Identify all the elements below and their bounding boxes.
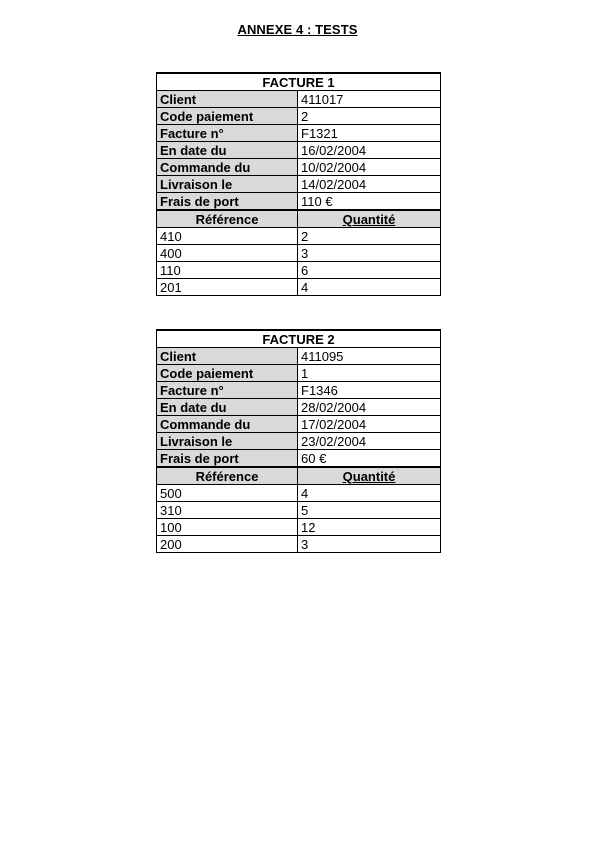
lines-header-row — [157, 210, 441, 228]
field-value: 10/02/2004 — [298, 159, 441, 176]
column-header-quantite — [298, 210, 441, 228]
line-reference: 100 — [157, 519, 298, 536]
invoice-title: FACTURE 2 — [157, 330, 441, 348]
line-reference: 201 — [157, 279, 298, 296]
field-value: 16/02/2004 — [298, 142, 441, 159]
line-quantite: 5 — [298, 502, 441, 519]
table-row — [157, 536, 441, 553]
field-row-code-paiement — [157, 365, 441, 382]
field-value: 14/02/2004 — [298, 176, 441, 193]
line-quantite: 4 — [298, 485, 441, 502]
field-label: Facture n° — [157, 382, 298, 399]
column-header-quantite-label: Quantité — [342, 211, 396, 227]
field-row-commande-du — [157, 416, 441, 433]
field-value: 411095 — [298, 348, 441, 365]
field-label: Commande du — [157, 159, 298, 176]
table-row — [157, 228, 441, 245]
line-quantite: 12 — [298, 519, 441, 536]
column-header-reference: Référence — [157, 467, 298, 485]
field-value: 1 — [298, 365, 441, 382]
line-quantite: 4 — [298, 279, 441, 296]
field-label: En date du — [157, 142, 298, 159]
field-value: 2 — [298, 108, 441, 125]
field-row-code-paiement — [157, 108, 441, 125]
column-header-quantite — [298, 467, 441, 485]
table-row — [157, 279, 441, 296]
line-quantite: 3 — [298, 536, 441, 553]
field-value: 60 € — [298, 450, 441, 468]
field-label: Livraison le — [157, 176, 298, 193]
field-label: En date du — [157, 399, 298, 416]
line-quantite: 2 — [298, 228, 441, 245]
field-row-commande-du — [157, 159, 441, 176]
field-row-client — [157, 348, 441, 365]
invoice-table-1 — [156, 72, 441, 296]
invoice-table-2 — [156, 329, 441, 553]
line-reference: 110 — [157, 262, 298, 279]
field-label: Code paiement — [157, 365, 298, 382]
column-header-reference: Référence — [157, 210, 298, 228]
table-row — [157, 485, 441, 502]
line-reference: 400 — [157, 245, 298, 262]
field-value: 110 € — [298, 193, 441, 211]
field-label: Facture n° — [157, 125, 298, 142]
line-reference: 410 — [157, 228, 298, 245]
line-reference: 200 — [157, 536, 298, 553]
field-value: 17/02/2004 — [298, 416, 441, 433]
column-header-quantite-label: Quantité — [342, 468, 396, 484]
field-label: Livraison le — [157, 433, 298, 450]
invoice-title: FACTURE 1 — [157, 73, 441, 91]
field-row-frais-de-port — [157, 450, 441, 468]
field-label: Code paiement — [157, 108, 298, 125]
field-row-facture-no — [157, 382, 441, 399]
field-row-livraison-le — [157, 176, 441, 193]
field-value: F1346 — [298, 382, 441, 399]
table-row — [157, 519, 441, 536]
lines-header-row — [157, 467, 441, 485]
field-value: 23/02/2004 — [298, 433, 441, 450]
page-title: ANNEXE 4 : TESTS — [237, 22, 358, 37]
field-row-en-date-du — [157, 142, 441, 159]
field-row-en-date-du — [157, 399, 441, 416]
field-row-livraison-le — [157, 433, 441, 450]
field-label: Client — [157, 348, 298, 365]
field-label: Frais de port — [157, 450, 298, 468]
field-label: Commande du — [157, 416, 298, 433]
line-quantite: 6 — [298, 262, 441, 279]
line-reference: 310 — [157, 502, 298, 519]
table-row — [157, 262, 441, 279]
line-reference: 500 — [157, 485, 298, 502]
line-quantite: 3 — [298, 245, 441, 262]
field-label: Frais de port — [157, 193, 298, 211]
field-label: Client — [157, 91, 298, 108]
field-row-frais-de-port — [157, 193, 441, 211]
field-row-facture-no — [157, 125, 441, 142]
field-row-client — [157, 91, 441, 108]
field-value: F1321 — [298, 125, 441, 142]
field-value: 28/02/2004 — [298, 399, 441, 416]
table-row — [157, 245, 441, 262]
table-row — [157, 502, 441, 519]
field-value: 411017 — [298, 91, 441, 108]
